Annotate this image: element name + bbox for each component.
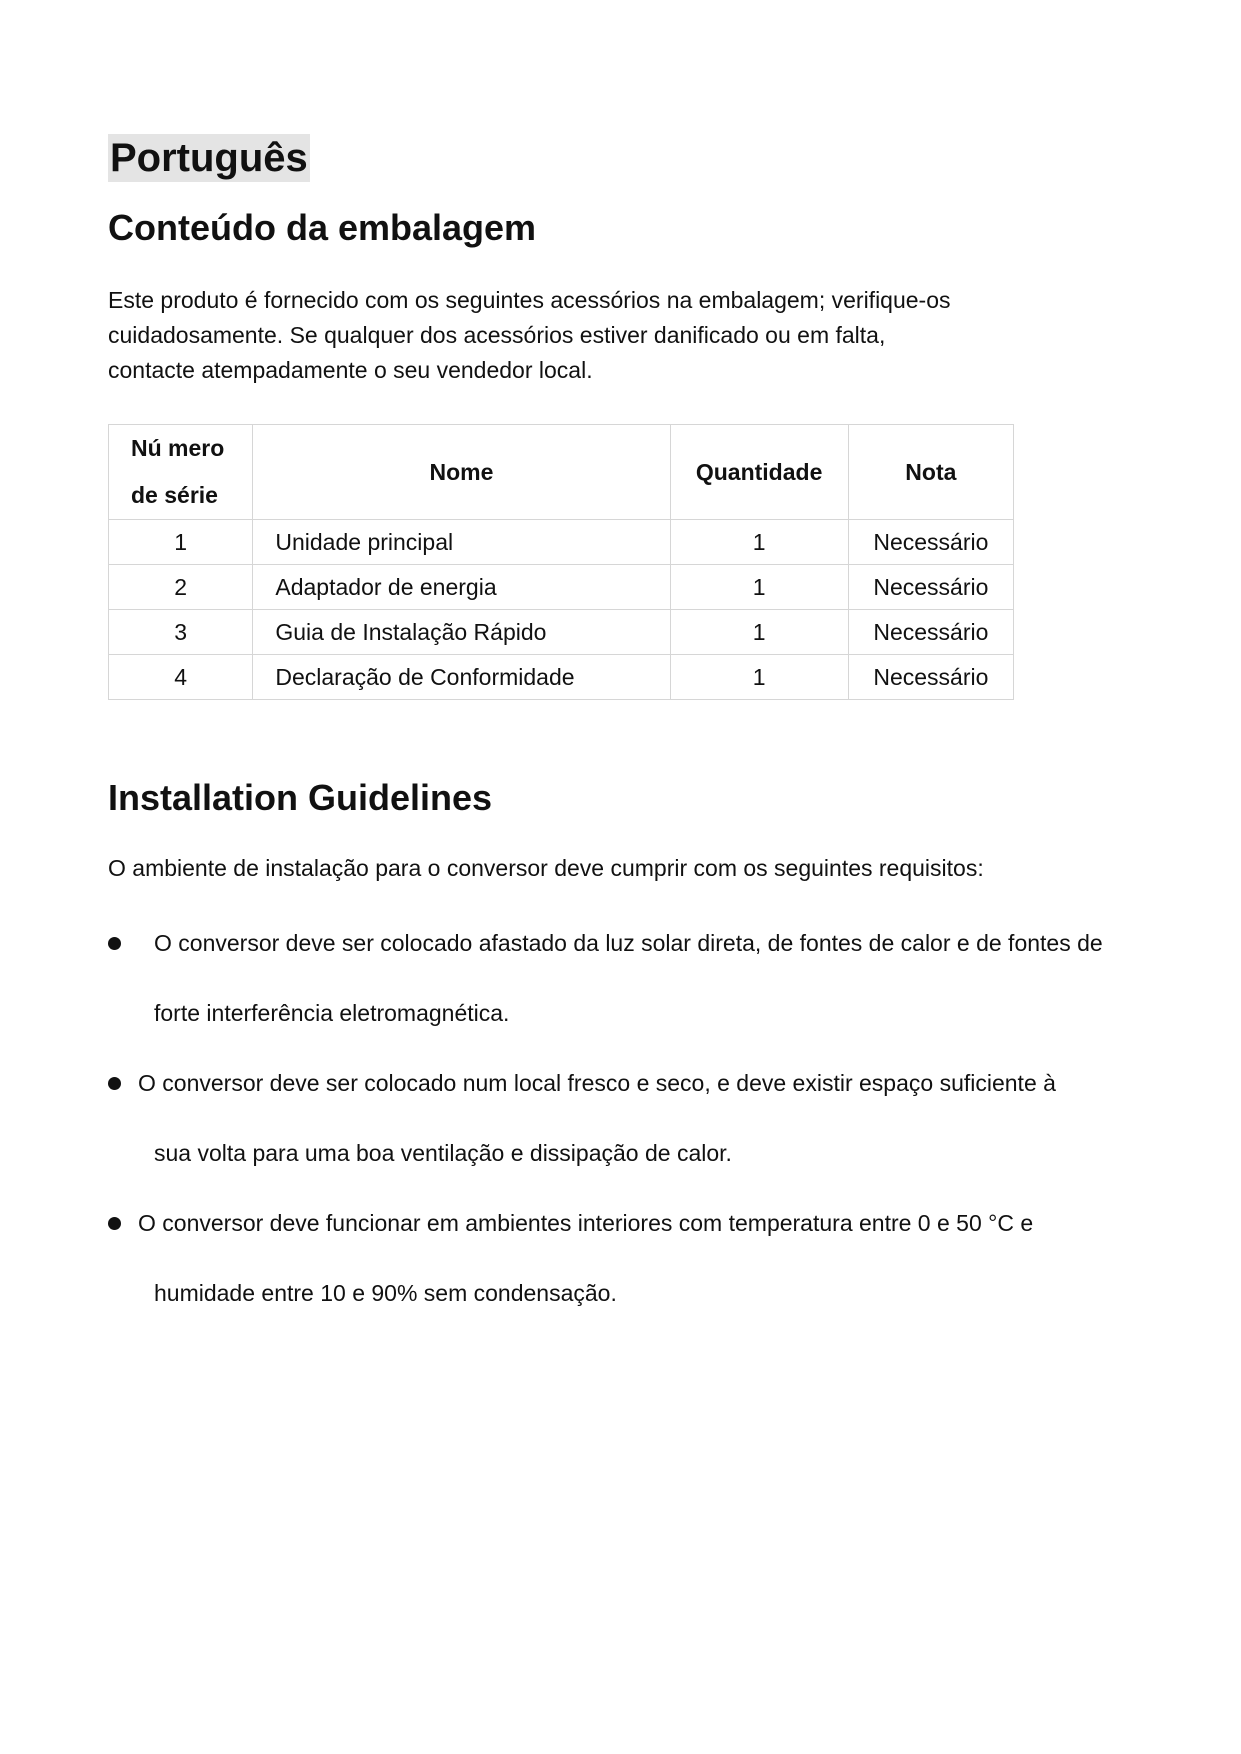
intro-line: Este produto é fornecido com os seguintes acessórios na embalagem; verifique-os <box>108 287 951 313</box>
row-note: Necessário <box>848 520 1013 565</box>
row-number: 3 <box>109 610 253 655</box>
contents-heading: Conteúdo da embalagem <box>108 207 537 248</box>
language-title: Português <box>110 136 308 180</box>
table-row <box>109 610 1014 655</box>
row-name: Unidade principal <box>253 520 670 565</box>
bullet-text-line: humidade entre 10 e 90% sem condensação. <box>154 1280 617 1306</box>
installation-heading: Installation Guidelines <box>108 777 493 818</box>
row-number: 1 <box>109 520 253 565</box>
row-quantity: 1 <box>670 610 848 655</box>
header-quantity: Quantidade <box>670 425 848 520</box>
package-contents-table <box>108 424 1014 700</box>
intro-line: contacte atempadamente o seu vendedor local. <box>108 357 593 383</box>
bullet-text-line: O conversor deve ser colocado afastado da luz solar direta, de fontes de calor e de fontes de <box>154 930 1103 956</box>
bullet-text-line: sua volta para uma boa ventilação e dissipação de calor. <box>154 1140 732 1166</box>
bullet-icon <box>108 1077 121 1090</box>
header-name: Nome <box>253 425 670 520</box>
row-note: Necessário <box>848 565 1013 610</box>
bullet-icon <box>108 1217 121 1230</box>
table-row <box>109 655 1014 700</box>
row-number: 2 <box>109 565 253 610</box>
row-name: Adaptador de energia <box>253 565 670 610</box>
row-quantity: 1 <box>670 520 848 565</box>
bullet-text-line: O conversor deve funcionar em ambientes interiores com temperatura entre 0 e 50 °C e <box>138 1210 1034 1236</box>
table-row <box>109 565 1014 610</box>
bullet-icon <box>108 937 121 950</box>
bullet-text-line: O conversor deve ser colocado num local fresco e seco, e deve existir espaço suficiente à <box>138 1070 1056 1096</box>
contents-intro <box>108 283 988 388</box>
installation-intro: O ambiente de instalação para o conversor deve cumprir com os seguintes requisitos: <box>108 855 984 881</box>
row-number: 4 <box>109 655 253 700</box>
row-quantity: 1 <box>670 655 848 700</box>
table-row <box>109 520 1014 565</box>
row-quantity: 1 <box>670 565 848 610</box>
header-note: Nota <box>848 425 1013 520</box>
row-note: Necessário <box>848 610 1013 655</box>
header-serial-number: Nú mero de série <box>109 425 253 520</box>
bullet-text-line: forte interferência eletromagnética. <box>154 1000 510 1026</box>
table-header-row <box>109 425 1014 520</box>
row-note: Necessário <box>848 655 1013 700</box>
row-name: Declaração de Conformidade <box>253 655 670 700</box>
row-name: Guia de Instalação Rápido <box>253 610 670 655</box>
intro-line: cuidadosamente. Se qualquer dos acessórios estiver danificado ou em falta, <box>108 322 886 348</box>
